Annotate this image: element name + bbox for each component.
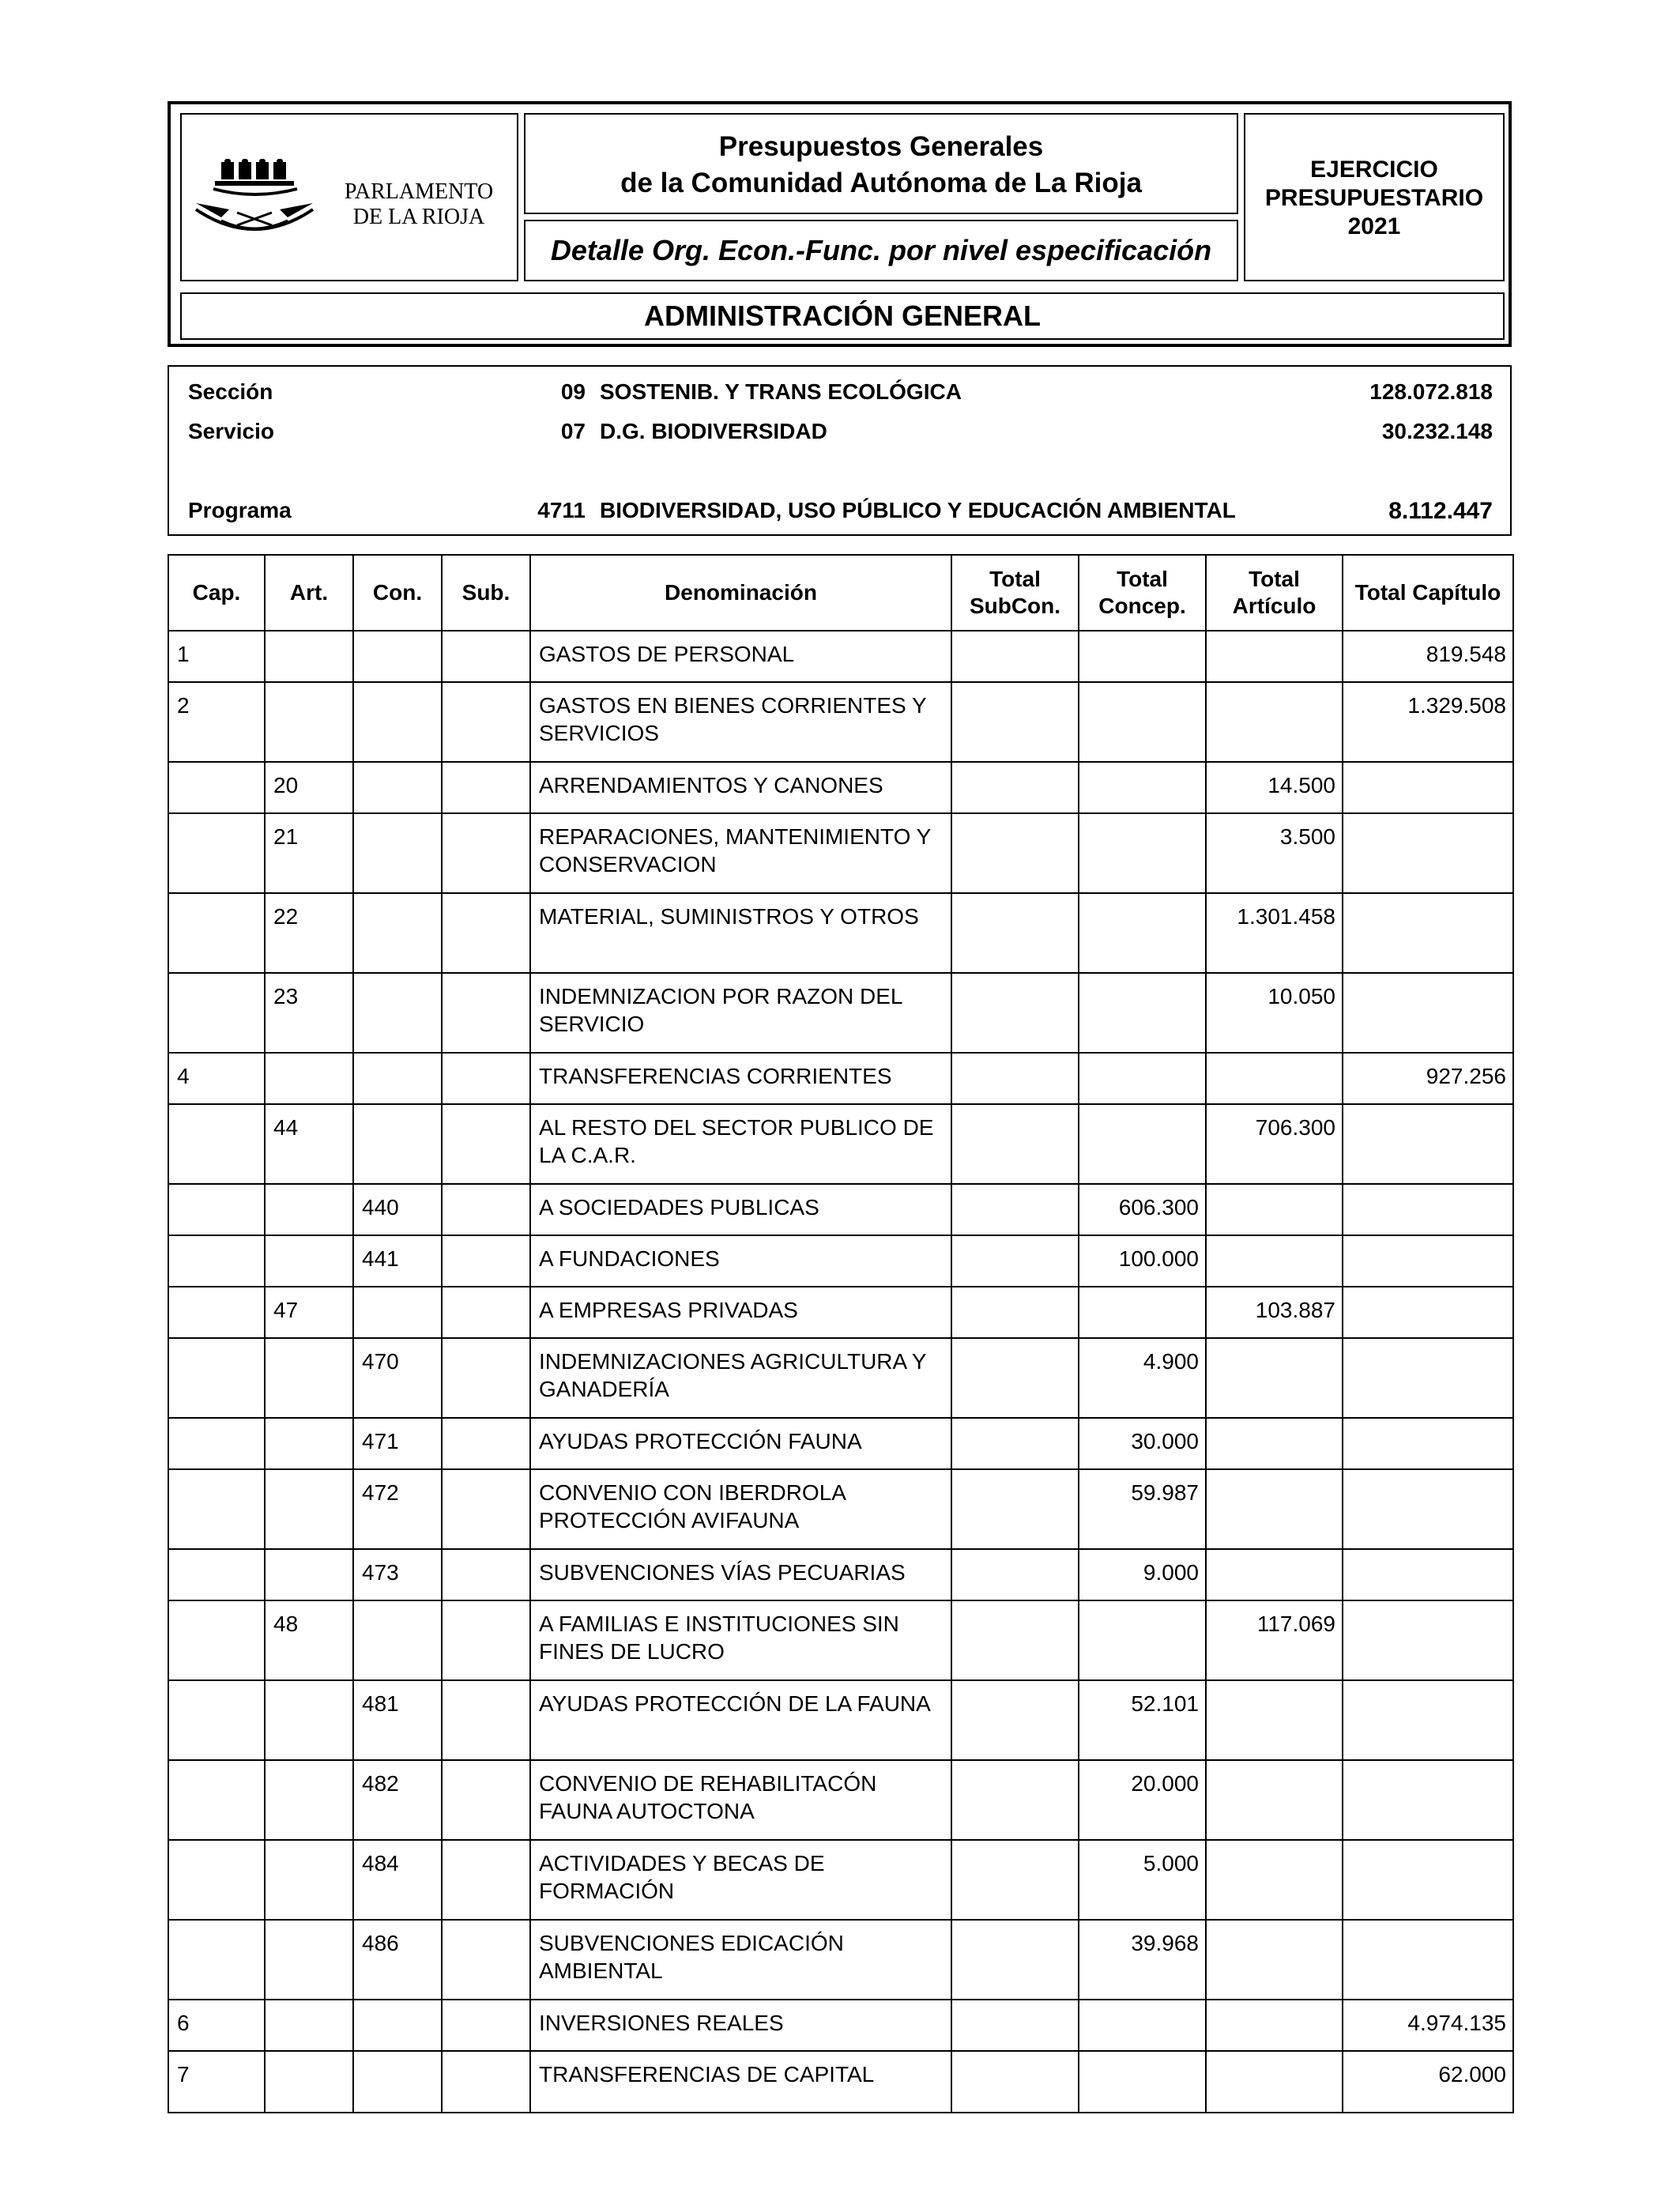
cell-articulo (1206, 682, 1343, 762)
cell-subcon (951, 1680, 1079, 1760)
header-total-articulo: Total Artículo (1206, 555, 1343, 631)
cell-capitulo (1343, 1235, 1513, 1287)
cell-subcon (951, 2051, 1079, 2113)
detail-title: Detalle Org. Econ.-Func. por nivel especificación (550, 234, 1212, 266)
cell-subcon (951, 1287, 1079, 1338)
cell-subcon (951, 813, 1079, 893)
cell-art (265, 1053, 353, 1104)
servicio-label: Servicio (188, 419, 274, 443)
table-row (168, 813, 1513, 893)
cell-den: INVERSIONES REALES (530, 2000, 951, 2051)
cell-den: A SOCIEDADES PUBLICAS (530, 1184, 951, 1235)
cell-art (265, 631, 353, 682)
cell-den: ARRENDAMIENTOS Y CANONES (530, 762, 951, 813)
cell-den: SUBVENCIONES EDICACIÓN AMBIENTAL (530, 1920, 951, 2000)
document-header (168, 101, 1512, 347)
cell-concep: 20.000 (1079, 1760, 1206, 1840)
cell-capitulo (1343, 1600, 1513, 1680)
cell-cap (168, 1338, 265, 1418)
header-denominacion: Denominación (530, 555, 951, 631)
cell-sub (442, 893, 530, 973)
cell-sub (442, 1600, 530, 1680)
table-row (168, 1920, 1513, 2000)
cell-art (265, 1760, 353, 1840)
cell-den: REPARACIONES, MANTENIMIENTO Y CONSERVACION (530, 813, 951, 893)
cell-subcon (951, 1469, 1079, 1549)
fiscal-year-line-3: 2021 (1347, 213, 1401, 239)
cell-den: A EMPRESAS PRIVADAS (530, 1287, 951, 1338)
cell-subcon (951, 1920, 1079, 2000)
seccion-amount: 128.072.818 (1369, 379, 1493, 404)
fiscal-year-line-1: EJERCICIO (1310, 156, 1438, 183)
cell-articulo: 10.050 (1206, 973, 1343, 1053)
cell-sub (442, 813, 530, 893)
logo-line-1: PARLAMENTO (344, 179, 494, 204)
programa-code: 4711 (537, 498, 586, 522)
cell-articulo: 103.887 (1206, 1287, 1343, 1338)
cell-cap (168, 893, 265, 973)
cell-art (265, 1184, 353, 1235)
cell-art: 23 (265, 973, 353, 1053)
cell-con (353, 2051, 442, 2113)
table-header-row (168, 555, 1513, 631)
cell-art (265, 682, 353, 762)
cell-con: 440 (353, 1184, 442, 1235)
cell-art (265, 2000, 353, 2051)
table-row (168, 1469, 1513, 1549)
cell-sub (442, 762, 530, 813)
cell-sub (442, 1760, 530, 1840)
cell-subcon (951, 973, 1079, 1053)
cell-art (265, 1920, 353, 2000)
cell-den: ACTIVIDADES Y BECAS DE FORMACIÓN (530, 1840, 951, 1920)
table-row (168, 1600, 1513, 1680)
budget-table-body (168, 631, 1513, 2113)
cell-capitulo (1343, 1287, 1513, 1338)
cell-articulo: 117.069 (1206, 1600, 1343, 1680)
cell-capitulo (1343, 1104, 1513, 1184)
cell-cap (168, 1680, 265, 1760)
cell-capitulo (1343, 973, 1513, 1053)
header-con: Con. (353, 555, 442, 631)
table-row (168, 1680, 1513, 1760)
cell-sub (442, 1053, 530, 1104)
cell-capitulo (1343, 1680, 1513, 1760)
cell-concep (1079, 631, 1206, 682)
header-total-capitulo: Total Capítulo (1343, 555, 1513, 631)
header-sub: Sub. (442, 555, 530, 631)
cell-articulo (1206, 631, 1343, 682)
table-row (168, 1338, 1513, 1418)
cell-art (265, 1469, 353, 1549)
cell-den: GASTOS EN BIENES CORRIENTES Y SERVICIOS (530, 682, 951, 762)
cell-con (353, 631, 442, 682)
cell-cap: 2 (168, 682, 265, 762)
cell-den: AYUDAS PROTECCIÓN DE LA FAUNA (530, 1680, 951, 1760)
cell-capitulo: 4.974.135 (1343, 2000, 1513, 2051)
cell-sub (442, 1549, 530, 1600)
cell-den: INDEMNIZACION POR RAZON DEL SERVICIO (530, 973, 951, 1053)
cell-concep (1079, 1600, 1206, 1680)
cell-den: SUBVENCIONES VÍAS PECUARIAS (530, 1549, 951, 1600)
cell-subcon (951, 1600, 1079, 1680)
cell-capitulo: 62.000 (1343, 2051, 1513, 2113)
cell-sub (442, 1287, 530, 1338)
logo-text (328, 179, 510, 230)
cell-articulo: 14.500 (1206, 762, 1343, 813)
cell-den: TRANSFERENCIAS DE CAPITAL (530, 2051, 951, 2113)
cell-sub (442, 682, 530, 762)
table-row (168, 682, 1513, 762)
cell-subcon (951, 2000, 1079, 2051)
cell-con (353, 1104, 442, 1184)
cell-con (353, 813, 442, 893)
table-row (168, 1760, 1513, 1840)
cell-cap (168, 1184, 265, 1235)
cell-sub (442, 631, 530, 682)
cell-cap: 4 (168, 1053, 265, 1104)
cell-subcon (951, 1235, 1079, 1287)
cell-cap (168, 1600, 265, 1680)
cell-concep (1079, 1053, 1206, 1104)
cell-concep (1079, 893, 1206, 973)
cell-subcon (951, 762, 1079, 813)
cell-cap (168, 1235, 265, 1287)
cell-capitulo (1343, 1760, 1513, 1840)
cell-cap (168, 1760, 265, 1840)
cell-concep: 59.987 (1079, 1469, 1206, 1549)
cell-sub (442, 1235, 530, 1287)
cell-concep: 606.300 (1079, 1184, 1206, 1235)
title-line-1: Presupuestos Generales (718, 131, 1044, 162)
cell-concep (1079, 1104, 1206, 1184)
cell-articulo: 706.300 (1206, 1104, 1343, 1184)
cell-den: CONVENIO CON IBERDROLA PROTECCIÓN AVIFAUNA (530, 1469, 951, 1549)
cell-subcon (951, 893, 1079, 973)
cell-subcon (951, 1053, 1079, 1104)
cell-art (265, 1338, 353, 1418)
cell-con: 441 (353, 1235, 442, 1287)
cell-capitulo (1343, 1469, 1513, 1549)
cell-capitulo (1343, 1418, 1513, 1469)
cell-subcon (951, 1338, 1079, 1418)
cell-cap (168, 813, 265, 893)
cell-capitulo (1343, 813, 1513, 893)
cell-articulo (1206, 1840, 1343, 1920)
header-art: Art. (265, 555, 353, 631)
programa-amount: 8.112.447 (1388, 498, 1493, 524)
cell-den: GASTOS DE PERSONAL (530, 631, 951, 682)
fiscal-year-text (1245, 156, 1503, 241)
cell-concep: 9.000 (1079, 1549, 1206, 1600)
cell-den: CONVENIO DE REHABILITACÓN FAUNA AUTOCTONA (530, 1760, 951, 1840)
cell-sub (442, 1920, 530, 2000)
cell-sub (442, 1338, 530, 1418)
cell-den: MATERIAL, SUMINISTROS Y OTROS (530, 893, 951, 973)
logo-box (180, 113, 518, 281)
cell-concep: 30.000 (1079, 1418, 1206, 1469)
cell-articulo (1206, 1549, 1343, 1600)
title-line-2: de la Comunidad Autónoma de La Rioja (620, 168, 1142, 198)
seccion-code: 09 (560, 379, 586, 404)
cell-capitulo: 1.329.508 (1343, 682, 1513, 762)
cell-cap (168, 1920, 265, 2000)
title-box (524, 113, 1238, 214)
servicio-code: 07 (560, 419, 586, 443)
cell-articulo: 1.301.458 (1206, 893, 1343, 973)
cell-sub (442, 1418, 530, 1469)
cell-den: AL RESTO DEL SECTOR PUBLICO DE LA C.A.R. (530, 1104, 951, 1184)
cell-art (265, 1840, 353, 1920)
cell-concep (1079, 762, 1206, 813)
cell-sub (442, 1104, 530, 1184)
table-row (168, 1053, 1513, 1104)
cell-con (353, 973, 442, 1053)
cell-articulo (1206, 1418, 1343, 1469)
cell-con: 484 (353, 1840, 442, 1920)
cell-capitulo (1343, 1840, 1513, 1920)
cell-con (353, 1600, 442, 1680)
cell-subcon (951, 1760, 1079, 1840)
cell-concep (1079, 682, 1206, 762)
cell-concep (1079, 1287, 1206, 1338)
cell-concep (1079, 2000, 1206, 2051)
cell-art: 44 (265, 1104, 353, 1184)
cell-capitulo (1343, 1920, 1513, 2000)
servicio-name: D.G. BIODIVERSIDAD (600, 419, 827, 443)
cell-con: 482 (353, 1760, 442, 1840)
table-row (168, 2051, 1513, 2113)
cell-sub (442, 1469, 530, 1549)
seccion-label: Sección (188, 379, 273, 404)
header-cap: Cap. (168, 555, 265, 631)
cell-articulo: 3.500 (1206, 813, 1343, 893)
header-total-concep: Total Concep. (1079, 555, 1206, 631)
cell-capitulo: 819.548 (1343, 631, 1513, 682)
cell-sub (442, 1184, 530, 1235)
cell-subcon (951, 1184, 1079, 1235)
cell-capitulo (1343, 1338, 1513, 1418)
cell-concep (1079, 813, 1206, 893)
cell-cap (168, 1287, 265, 1338)
table-row (168, 1184, 1513, 1235)
programa-label: Programa (188, 498, 292, 522)
cell-con (353, 1287, 442, 1338)
cell-subcon (951, 1549, 1079, 1600)
table-row (168, 1287, 1513, 1338)
budget-info-box (168, 365, 1512, 536)
administration-box (180, 292, 1505, 340)
cell-subcon (951, 1418, 1079, 1469)
cell-art: 21 (265, 813, 353, 893)
cell-den: AYUDAS PROTECCIÓN FAUNA (530, 1418, 951, 1469)
budget-table (168, 554, 1514, 2113)
cell-con (353, 682, 442, 762)
cell-cap (168, 1840, 265, 1920)
cell-cap (168, 1418, 265, 1469)
seccion-name: SOSTENIB. Y TRANS ECOLÓGICA (600, 379, 962, 404)
cell-con: 473 (353, 1549, 442, 1600)
cell-sub (442, 973, 530, 1053)
cell-subcon (951, 631, 1079, 682)
cell-capitulo (1343, 893, 1513, 973)
cell-articulo (1206, 1680, 1343, 1760)
cell-concep (1079, 973, 1206, 1053)
cell-articulo (1206, 1469, 1343, 1549)
cell-con: 486 (353, 1920, 442, 2000)
cell-con: 471 (353, 1418, 442, 1469)
cell-concep: 39.968 (1079, 1920, 1206, 2000)
cell-cap: 6 (168, 2000, 265, 2051)
cell-articulo (1206, 2051, 1343, 2113)
header-total-subcon: Total SubCon. (951, 555, 1079, 631)
cell-den: TRANSFERENCIAS CORRIENTES (530, 1053, 951, 1104)
cell-cap: 1 (168, 631, 265, 682)
cell-articulo (1206, 2000, 1343, 2051)
cell-den: A FAMILIAS E INSTITUCIONES SIN FINES DE LUCRO (530, 1600, 951, 1680)
table-row (168, 2000, 1513, 2051)
programa-name: BIODIVERSIDAD, USO PÚBLICO Y EDUCACIÓN AMBIENTAL (600, 498, 1236, 522)
administration-title: ADMINISTRACIÓN GENERAL (644, 300, 1041, 332)
cell-cap (168, 1469, 265, 1549)
servicio-amount: 30.232.148 (1381, 419, 1493, 443)
table-row (168, 1549, 1513, 1600)
cell-art: 20 (265, 762, 353, 813)
cell-art (265, 1680, 353, 1760)
cell-cap (168, 973, 265, 1053)
table-row (168, 1104, 1513, 1184)
cell-capitulo (1343, 1184, 1513, 1235)
cell-art: 22 (265, 893, 353, 973)
cell-den: A FUNDACIONES (530, 1235, 951, 1287)
cell-concep: 4.900 (1079, 1338, 1206, 1418)
cell-capitulo (1343, 1549, 1513, 1600)
table-row (168, 1418, 1513, 1469)
cell-capitulo (1343, 762, 1513, 813)
cell-con (353, 893, 442, 973)
cell-subcon (951, 682, 1079, 762)
table-row (168, 893, 1513, 973)
table-row (168, 973, 1513, 1053)
detail-box (524, 220, 1238, 281)
cell-articulo (1206, 1235, 1343, 1287)
cell-cap (168, 762, 265, 813)
fiscal-year-box (1244, 113, 1505, 281)
cell-cap (168, 1549, 265, 1600)
cell-den: INDEMNIZACIONES AGRICULTURA Y GANADERÍA (530, 1338, 951, 1418)
cell-subcon (951, 1840, 1079, 1920)
cell-articulo (1206, 1920, 1343, 2000)
cell-subcon (951, 1104, 1079, 1184)
cell-con: 470 (353, 1338, 442, 1418)
cell-art (265, 1235, 353, 1287)
cell-art (265, 1549, 353, 1600)
cell-articulo (1206, 1184, 1343, 1235)
cell-con: 481 (353, 1680, 442, 1760)
cell-sub (442, 2051, 530, 2113)
cell-cap: 7 (168, 2051, 265, 2113)
cell-articulo (1206, 1338, 1343, 1418)
cell-articulo (1206, 1760, 1343, 1840)
cell-art (265, 2051, 353, 2113)
cell-sub (442, 1840, 530, 1920)
cell-con (353, 2000, 442, 2051)
cell-art: 47 (265, 1287, 353, 1338)
cell-concep: 52.101 (1079, 1680, 1206, 1760)
cell-articulo (1206, 1053, 1343, 1104)
cell-con (353, 762, 442, 813)
table-row (168, 1235, 1513, 1287)
logo-line-2: DE LA RIOJA (352, 205, 485, 229)
cell-art (265, 1418, 353, 1469)
fiscal-year-line-2: PRESUPUESTARIO (1264, 185, 1484, 211)
cell-concep: 100.000 (1079, 1235, 1206, 1287)
cell-sub (442, 1680, 530, 1760)
cell-art: 48 (265, 1600, 353, 1680)
cell-concep: 5.000 (1079, 1840, 1206, 1920)
table-row (168, 762, 1513, 813)
cell-cap (168, 1104, 265, 1184)
table-row (168, 631, 1513, 682)
cell-con (353, 1053, 442, 1104)
cell-concep (1079, 2051, 1206, 2113)
cell-capitulo: 927.256 (1343, 1053, 1513, 1104)
cell-sub (442, 2000, 530, 2051)
table-row (168, 1840, 1513, 1920)
parliament-logo-icon (190, 154, 328, 241)
cell-con: 472 (353, 1469, 442, 1549)
